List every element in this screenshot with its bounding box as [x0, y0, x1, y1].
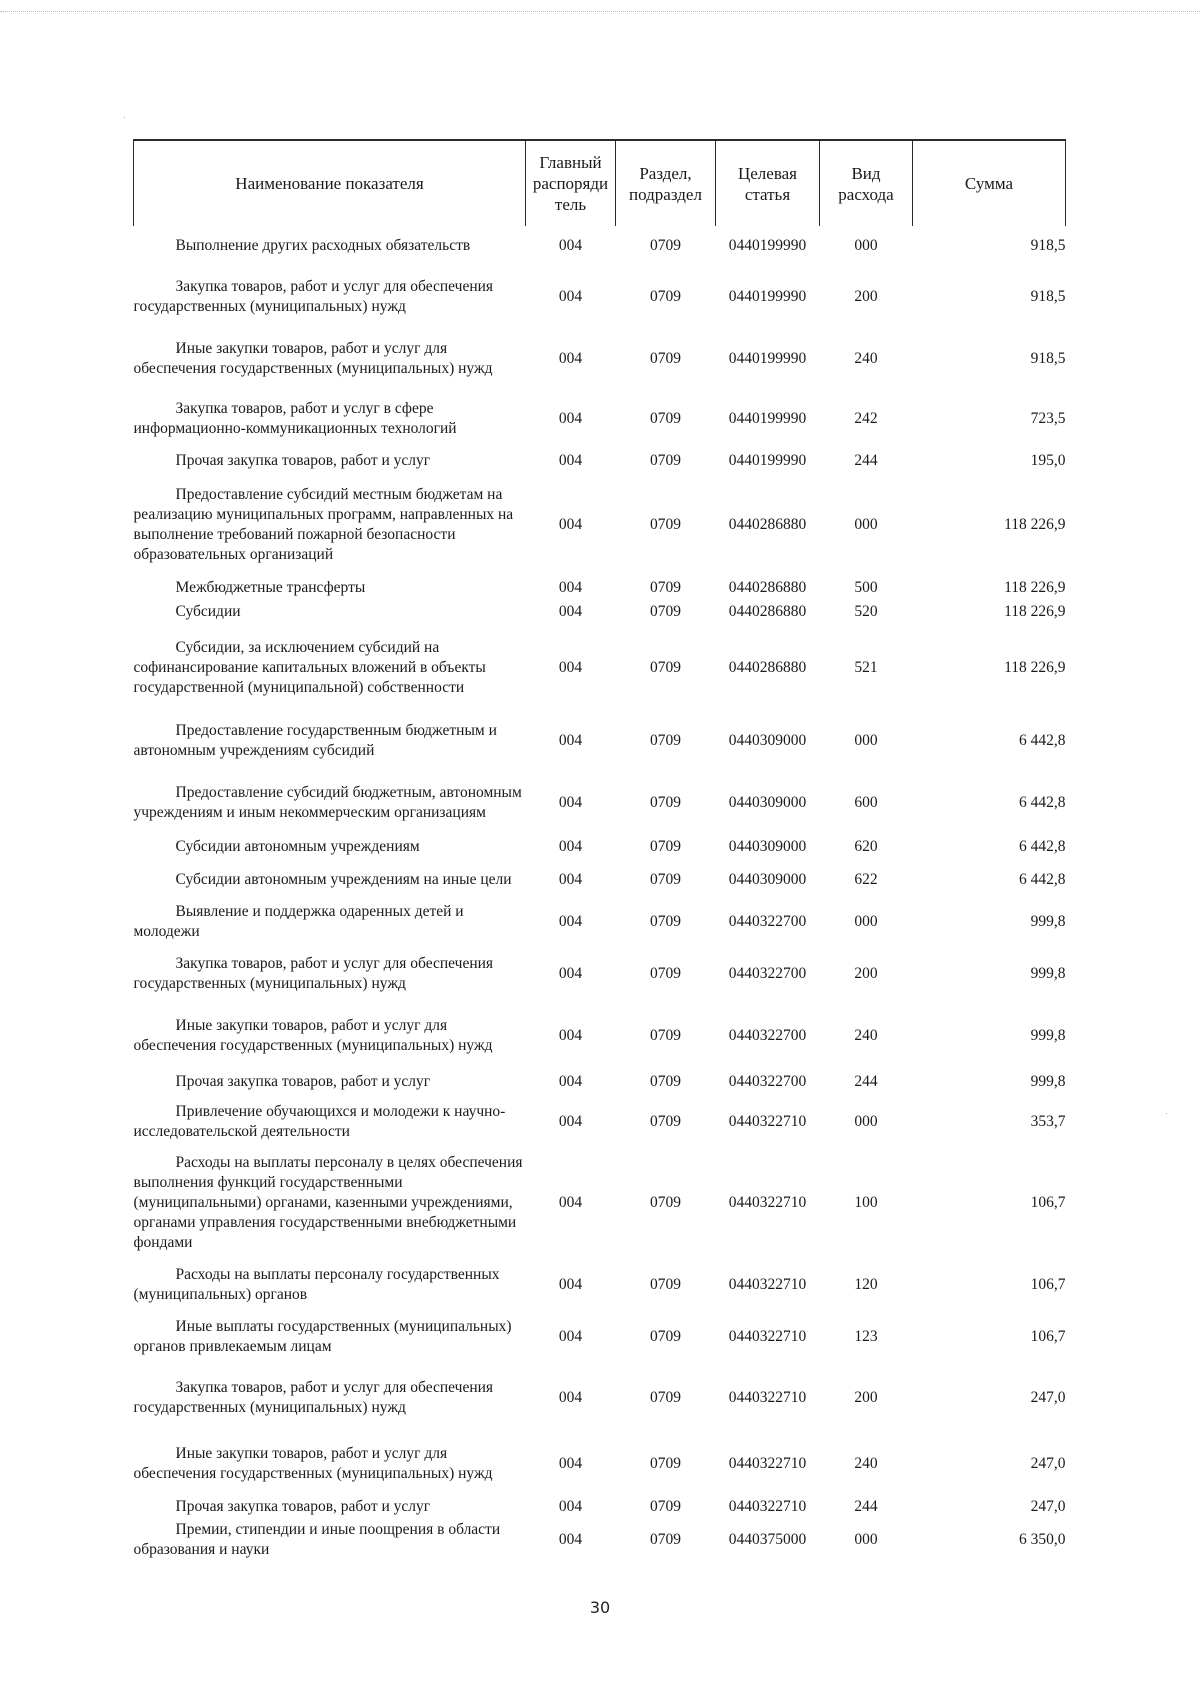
row-target: 0440322700	[728, 965, 807, 982]
row-target: 0440309000	[728, 838, 807, 855]
row-grbs: 004	[558, 1455, 583, 1472]
row-name: Выявление и поддержка одаренных детей и молодежи	[133, 903, 464, 940]
row-name: Закупка товаров, работ и услуг в сфере информационно-коммуникационных технологий	[133, 400, 457, 437]
row-grbs: 004	[558, 1194, 583, 1211]
row-section: 0709	[650, 410, 681, 427]
row-expense-type: 100	[854, 1194, 878, 1211]
row-grbs: 004	[558, 603, 583, 620]
row-target: 0440322700	[728, 913, 807, 930]
row-expense-type: 000	[854, 913, 878, 930]
header-expense-type: Вид расхода	[820, 140, 913, 226]
row-name: Иные закупки товаров, работ и услуг для обеспечения государственных (муниципальных) нужд	[133, 340, 493, 377]
row-expense-type: 000	[854, 732, 878, 749]
table-row	[134, 624, 1066, 712]
row-name: Иные закупки товаров, работ и услуг для обеспечения государственных (муниципальных) нужд	[133, 1445, 493, 1482]
row-target: 0440322710	[728, 1328, 807, 1345]
row-target: 0440322710	[728, 1455, 807, 1472]
row-amount: 247,0	[1030, 1389, 1066, 1406]
row-expense-type: 500	[854, 579, 878, 596]
scan-speck	[1166, 1113, 1167, 1114]
row-amount: 106,7	[1030, 1328, 1066, 1345]
row-grbs: 004	[558, 288, 583, 305]
row-grbs: 004	[558, 965, 583, 982]
row-amount: 353,7	[1030, 1113, 1066, 1130]
row-section: 0709	[650, 237, 681, 254]
row-grbs: 004	[558, 451, 583, 469]
row-section: 0709	[650, 1328, 681, 1345]
table-row	[134, 1259, 1066, 1311]
row-target: 0440309000	[728, 732, 807, 749]
row-expense-type: 244	[854, 1498, 878, 1515]
row-section: 0709	[650, 579, 681, 596]
row-grbs: 004	[558, 1389, 583, 1406]
row-amount: 6 442,8	[1019, 732, 1066, 749]
row-section: 0709	[650, 913, 681, 930]
row-grbs: 004	[558, 410, 583, 427]
row-name: Прочая закупка товаров, работ и услуг	[175, 451, 431, 469]
header-name: Наименование показателя	[134, 140, 526, 226]
row-expense-type: 600	[854, 793, 878, 811]
row-section: 0709	[650, 1389, 681, 1406]
row-section: 0709	[650, 838, 681, 855]
row-amount: 918,5	[1030, 288, 1066, 305]
row-target: 0440199990	[728, 237, 807, 254]
row-name: Закупка товаров, работ и услуг для обеспечения государственных (муниципальных) нужд	[133, 955, 494, 992]
row-target: 0440309000	[728, 871, 807, 888]
page-number: 30	[589, 1598, 611, 1617]
row-section: 0709	[650, 1276, 681, 1293]
row-grbs: 004	[558, 1113, 583, 1130]
row-target: 0440322710	[728, 1276, 807, 1293]
row-name: Предоставление субсидий бюджетным, автономным учреждениям и иным некоммерческим организациям	[133, 783, 522, 821]
row-name: Расходы на выплаты персоналу государственных (муниципальных) органов	[133, 1266, 500, 1303]
row-target: 0440375000	[728, 1531, 807, 1548]
row-section: 0709	[650, 793, 681, 811]
row-section: 0709	[650, 1455, 681, 1472]
row-target: 0440199990	[728, 288, 807, 305]
table-row	[134, 1005, 1066, 1067]
row-expense-type: 520	[854, 603, 878, 620]
table-row	[134, 266, 1066, 328]
table-header	[134, 140, 1066, 226]
row-section: 0709	[650, 1531, 681, 1548]
row-name: Прочая закупка товаров, работ и услуг	[175, 1073, 431, 1090]
row-amount: 6 442,8	[1019, 838, 1066, 855]
row-target: 0440322710	[728, 1389, 807, 1406]
row-expense-type: 240	[854, 350, 878, 367]
row-expense-type: 200	[854, 965, 878, 982]
row-name: Расходы на выплаты персоналу в целях обеспечения выполнения функций государственными (муниципальными) органами, казенными учреждениями, органами управления государственными внебюджетными фондами	[133, 1154, 523, 1251]
row-section: 0709	[650, 1027, 681, 1044]
row-section: 0709	[650, 1194, 681, 1211]
table-row	[134, 770, 1066, 835]
row-target: 0440199990	[728, 451, 807, 469]
table-row	[134, 712, 1066, 770]
row-amount: 247,0	[1030, 1455, 1066, 1472]
row-target: 0440199990	[728, 410, 807, 427]
row-target: 0440286880	[728, 603, 807, 620]
row-name: Субсидии	[175, 603, 241, 620]
row-grbs: 004	[558, 515, 583, 533]
table-row	[134, 1363, 1066, 1433]
row-grbs: 004	[558, 793, 583, 811]
row-target: 0440322710	[728, 1113, 807, 1130]
row-expense-type: 622	[854, 871, 878, 888]
row-amount: 6 350,0	[1019, 1531, 1066, 1548]
row-expense-type: 242	[854, 410, 878, 427]
row-section: 0709	[650, 1113, 681, 1130]
row-expense-type: 200	[854, 1389, 878, 1406]
row-grbs: 004	[558, 579, 583, 596]
row-expense-type: 000	[854, 1531, 878, 1548]
row-name: Субсидии, за исключением субсидий на софинансирование капитальных вложений в объекты государственной (муниципальной) собственности	[133, 639, 486, 696]
row-name: Межбюджетные трансферты	[175, 579, 366, 596]
row-section: 0709	[650, 965, 681, 982]
row-section: 0709	[650, 732, 681, 749]
row-grbs: 004	[558, 1328, 583, 1345]
header-target: Целевая статья	[716, 140, 820, 226]
row-grbs: 004	[558, 350, 583, 367]
table-row	[134, 390, 1066, 448]
row-target: 0440286880	[728, 659, 807, 676]
budget-table	[133, 139, 1066, 1561]
table-row	[134, 600, 1066, 624]
row-grbs: 004	[558, 659, 583, 676]
row-name: Премии, стипендии и иные поощрения в области образования и науки	[133, 1521, 501, 1558]
row-name: Закупка товаров, работ и услуг для обеспечения государственных (муниципальных) нужд	[133, 278, 494, 315]
row-grbs: 004	[558, 1027, 583, 1044]
row-target: 0440322700	[728, 1073, 807, 1090]
row-section: 0709	[650, 288, 681, 305]
row-name: Привлечение обучающихся и молодежи к научно-исследовательской деятельности	[133, 1103, 506, 1140]
row-name: Субсидии автономным учреждениям	[175, 838, 420, 855]
table-row	[134, 1097, 1066, 1147]
table-row	[134, 1311, 1066, 1363]
row-expense-type: 123	[854, 1328, 878, 1345]
row-grbs: 004	[558, 1531, 583, 1548]
row-grbs: 004	[558, 237, 583, 254]
row-amount: 999,8	[1030, 1073, 1066, 1090]
row-section: 0709	[650, 659, 681, 676]
header-amount: Сумма	[913, 140, 1066, 226]
table-row	[134, 1519, 1066, 1561]
row-expense-type: 244	[854, 1073, 878, 1090]
table-row	[134, 859, 1066, 901]
row-name: Прочая закупка товаров, работ и услуг	[175, 1498, 431, 1515]
row-amount: 999,8	[1030, 965, 1066, 982]
row-amount: 106,7	[1030, 1194, 1066, 1211]
scan-edge-line	[0, 11, 1200, 12]
row-section: 0709	[650, 350, 681, 367]
row-target: 0440309000	[728, 793, 807, 811]
row-target: 0440199990	[728, 350, 807, 367]
table-row	[134, 835, 1066, 859]
row-name: Выполнение других расходных обязательств	[175, 237, 471, 254]
row-target: 0440286880	[728, 515, 807, 533]
row-amount: 118 226,9	[1004, 515, 1066, 533]
row-expense-type: 000	[854, 515, 878, 533]
table-row	[134, 226, 1066, 266]
row-expense-type: 244	[854, 451, 878, 469]
table-row	[134, 448, 1066, 473]
row-amount: 918,5	[1030, 237, 1066, 254]
table-row	[134, 943, 1066, 1005]
row-target: 0440322710	[728, 1498, 807, 1515]
row-section: 0709	[650, 1073, 681, 1090]
table-row	[134, 328, 1066, 390]
row-section: 0709	[650, 603, 681, 620]
row-target: 0440322710	[728, 1194, 807, 1211]
row-amount: 999,8	[1030, 913, 1066, 930]
row-grbs: 004	[558, 1276, 583, 1293]
table-row	[134, 1433, 1066, 1495]
row-name: Закупка товаров, работ и услуг для обеспечения государственных (муниципальных) нужд	[133, 1379, 494, 1416]
row-amount: 247,0	[1030, 1498, 1066, 1515]
table-row	[134, 901, 1066, 943]
row-expense-type: 240	[854, 1027, 878, 1044]
row-amount: 918,5	[1030, 350, 1066, 367]
row-expense-type: 521	[854, 659, 878, 676]
row-expense-type: 200	[854, 288, 878, 305]
row-amount: 118 226,9	[1004, 579, 1066, 596]
table-row	[134, 473, 1066, 576]
table-row	[134, 1495, 1066, 1519]
row-name: Субсидии автономным учреждениям на иные цели	[175, 871, 512, 888]
table-body	[134, 226, 1066, 1561]
header-section: Раздел, подраздел	[616, 140, 716, 226]
row-amount: 999,8	[1030, 1027, 1066, 1044]
table-row	[134, 1147, 1066, 1259]
row-target: 0440322700	[728, 1027, 807, 1044]
row-amount: 195,0	[1030, 451, 1066, 469]
row-amount: 6 442,8	[1019, 793, 1066, 811]
row-grbs: 004	[558, 871, 583, 888]
row-amount: 118 226,9	[1004, 603, 1066, 620]
row-section: 0709	[650, 1498, 681, 1515]
row-target: 0440286880	[728, 579, 807, 596]
row-section: 0709	[650, 871, 681, 888]
row-grbs: 004	[558, 913, 583, 930]
scan-speck	[124, 117, 125, 118]
row-grbs: 004	[558, 732, 583, 749]
row-amount: 6 442,8	[1019, 871, 1066, 888]
row-amount: 118 226,9	[1004, 659, 1066, 676]
row-expense-type: 620	[854, 838, 878, 855]
row-amount: 723,5	[1030, 410, 1066, 427]
row-name: Предоставление государственным бюджетным и автономным учреждениям субсидий	[133, 722, 497, 759]
table-row	[134, 1067, 1066, 1097]
row-grbs: 004	[558, 1073, 583, 1090]
row-section: 0709	[650, 451, 681, 469]
row-grbs: 004	[558, 1498, 583, 1515]
row-expense-type: 000	[854, 237, 878, 254]
row-section: 0709	[650, 515, 681, 533]
row-amount: 106,7	[1030, 1276, 1066, 1293]
row-expense-type: 120	[854, 1276, 878, 1293]
header-grbs: Главный распоряди тель	[526, 140, 616, 226]
row-name: Предоставление субсидий местным бюджетам на реализацию муниципальных программ, направленных на выполнение требований пожарной безопасности образовательных организаций	[133, 485, 514, 563]
row-expense-type: 240	[854, 1455, 878, 1472]
row-name: Иные выплаты государственных (муниципальных) органов привлекаемым лицам	[133, 1318, 512, 1355]
row-expense-type: 000	[854, 1113, 878, 1130]
row-grbs: 004	[558, 838, 583, 855]
row-name: Иные закупки товаров, работ и услуг для обеспечения государственных (муниципальных) нужд	[133, 1017, 493, 1054]
table-row	[134, 576, 1066, 600]
